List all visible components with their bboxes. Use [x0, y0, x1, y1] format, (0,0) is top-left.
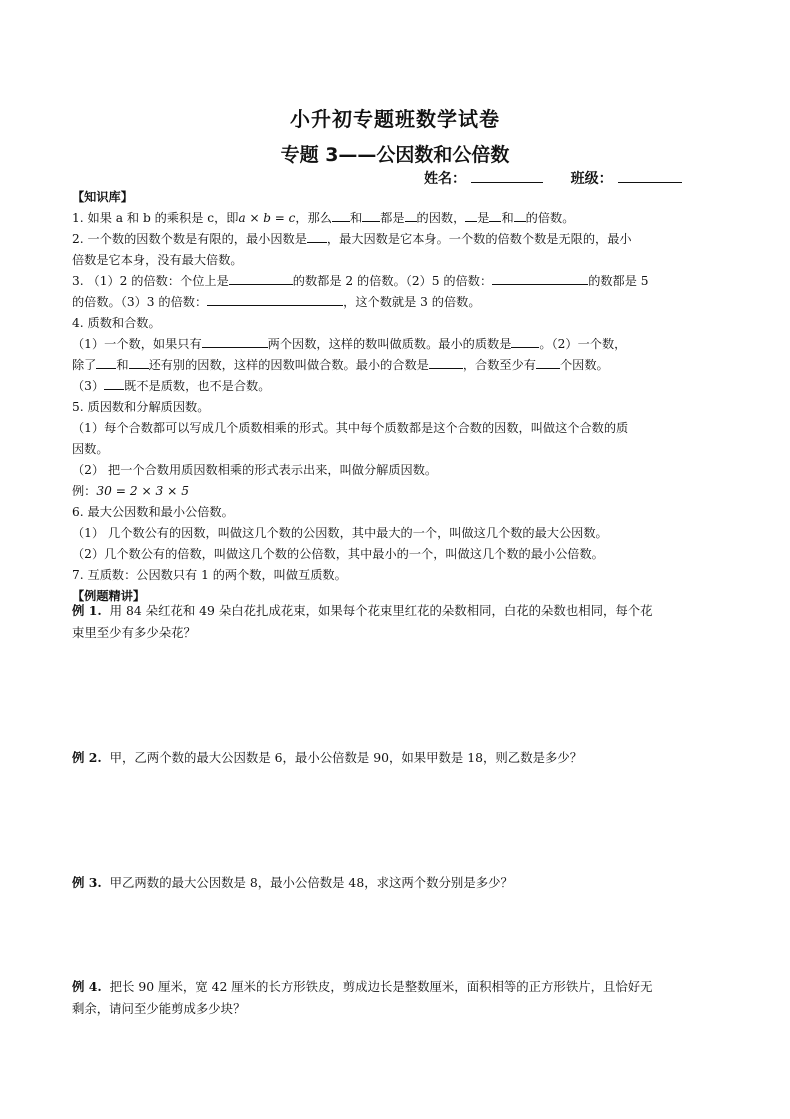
text: 都是	[380, 211, 405, 225]
text: 两个因数，这样的数叫做质数。最小的质数是	[267, 337, 512, 351]
knowledge-item-7: 7. 互质数：公因数只有 1 的两个数，叫做互质数。	[72, 568, 347, 582]
text: 2. 一个数的因数个数是有限的，最小因数是	[72, 232, 307, 246]
knowledge-item-2	[72, 229, 722, 250]
example-3	[72, 872, 732, 894]
fill-blank[interactable]	[405, 208, 417, 222]
example-text-cont: 剩余，请问至少能剪成多少块？	[72, 1001, 246, 1016]
fill-blank[interactable]	[489, 208, 501, 222]
class-label: 班级：	[570, 171, 613, 187]
knowledge-item-4-2	[72, 355, 722, 376]
text: 例：	[72, 484, 97, 498]
text: ，合数至少有	[462, 358, 536, 372]
text: 的数都是 2 的倍数。（2）5 的倍数：	[292, 274, 493, 288]
text: 的数都是 5	[588, 274, 649, 288]
knowledge-item-4: 4. 质数和合数。	[72, 316, 161, 330]
text: 的因数，	[416, 211, 466, 225]
fill-blank[interactable]	[429, 355, 463, 369]
text: 个因数。	[560, 358, 609, 372]
knowledge-item-6-1: （1） 几个数公有的因数，叫做这几个数的公因数，其中最大的一个，叫做这几个数的最大公因数。	[72, 526, 608, 540]
text: 3. （1）2 的倍数：个位上是	[72, 274, 229, 288]
knowledge-item-5-2: （2） 把一个合数用质因数相乘的形式表示出来，叫做分解质因数。	[72, 463, 438, 477]
fill-blank[interactable]	[229, 271, 293, 285]
example-text: 用 84 朵红花和 49 朵白花扎成花束，如果每个花束里红花的朵数相同，白花的朵数也相同，每个花	[109, 603, 653, 618]
knowledge-item-1	[72, 208, 722, 229]
knowledge-item-2-cont: 倍数是它本身，没有最大倍数。	[72, 253, 243, 267]
text: ，最大因数是它本身。一个数的倍数个数是无限的，最小	[326, 232, 632, 246]
knowledge-item-6-2: （2）几个数公有的倍数，叫做这几个数的公倍数，其中最小的一个，叫做这几个数的最小公倍数。	[72, 547, 604, 561]
example-2	[72, 747, 732, 769]
fill-blank[interactable]	[104, 376, 124, 390]
knowledge-item-4-1	[72, 334, 722, 355]
text: 和	[501, 211, 514, 225]
name-class-row	[424, 168, 682, 188]
fill-blank[interactable]	[536, 355, 560, 369]
text: 既不是质数，也不是合数。	[124, 379, 271, 393]
example-1	[72, 600, 732, 644]
knowledge-heading: 【知识库】	[72, 190, 133, 204]
example-label: 例 4.	[72, 979, 102, 994]
example-text: 把长 90 厘米，宽 42 厘米的长方形铁皮，剪成边长是整数厘米，面积相等的正方形铁片，且恰好无	[109, 979, 653, 994]
knowledge-item-5-1: （1）每个合数都可以写成几个质数相乘的形式。其中每个质数都是这个合数的因数，叫做这个合数的质	[72, 421, 629, 435]
topic-subtitle: 专题 3——公因数和公倍数	[280, 144, 510, 166]
text: 的倍数。（3）3 的倍数：	[72, 295, 208, 309]
knowledge-item-4-3	[72, 376, 722, 397]
text: 是	[477, 211, 490, 225]
page-title: 小升初专题班数学试卷	[290, 107, 500, 131]
fill-blank[interactable]	[96, 355, 116, 369]
knowledge-item-5-1-cont: 因数。	[72, 442, 109, 456]
knowledge-item-3-cont	[72, 292, 722, 313]
knowledge-item-6: 6. 最大公因数和最小公倍数。	[72, 505, 234, 519]
knowledge-item-5-example	[72, 481, 722, 502]
text: 还有别的因数，这样的因数叫做合数。最小的合数是	[148, 358, 429, 372]
text: ，这个数就是 3 的倍数。	[343, 295, 481, 309]
text: ，那么	[295, 211, 332, 225]
example-text-cont: 束里至少有多少朵花？	[72, 625, 196, 640]
fill-blank[interactable]	[492, 271, 588, 285]
knowledge-item-3	[72, 271, 722, 292]
fill-blank[interactable]	[514, 208, 526, 222]
text: 和	[116, 358, 129, 372]
equation: 30 = 2 × 3 × 5	[96, 484, 190, 498]
fill-blank[interactable]	[129, 355, 149, 369]
fill-blank[interactable]	[202, 334, 268, 348]
text: （3）	[72, 379, 105, 393]
example-label: 例 2.	[72, 750, 102, 765]
text: 和	[349, 211, 363, 225]
name-blank[interactable]	[471, 170, 543, 183]
example-label: 例 3.	[72, 875, 102, 890]
text: 。（2）一个数，	[539, 337, 627, 351]
text: （1）一个数，如果只有	[72, 337, 202, 351]
fill-blank[interactable]	[362, 208, 380, 222]
text: 的倍数。	[525, 211, 575, 225]
fill-blank[interactable]	[307, 229, 327, 243]
example-text: 甲乙两数的最大公因数是 8，最小公倍数是 48，求这两个数分别是多少？	[109, 875, 513, 890]
examples-heading: 【例题精讲】	[72, 589, 146, 603]
knowledge-section	[72, 187, 722, 607]
name-label: 姓名：	[424, 171, 466, 187]
example-label: 例 1.	[72, 603, 102, 618]
fill-blank[interactable]	[465, 208, 477, 222]
example-4	[72, 976, 732, 1020]
knowledge-item-5: 5. 质因数和分解质因数。	[72, 400, 210, 414]
fill-blank[interactable]	[332, 208, 350, 222]
text: 除了	[72, 358, 97, 372]
class-blank[interactable]	[618, 170, 682, 183]
example-text: 甲，乙两个数的最大公因数是 6，最小公倍数是 90，如果甲数是 18，则乙数是多少？	[109, 750, 583, 765]
equation: a × b = c	[238, 211, 296, 225]
text: 1. 如果 a 和 b 的乘积是 c，即	[72, 211, 239, 225]
fill-blank[interactable]	[207, 292, 343, 306]
fill-blank[interactable]	[511, 334, 539, 348]
